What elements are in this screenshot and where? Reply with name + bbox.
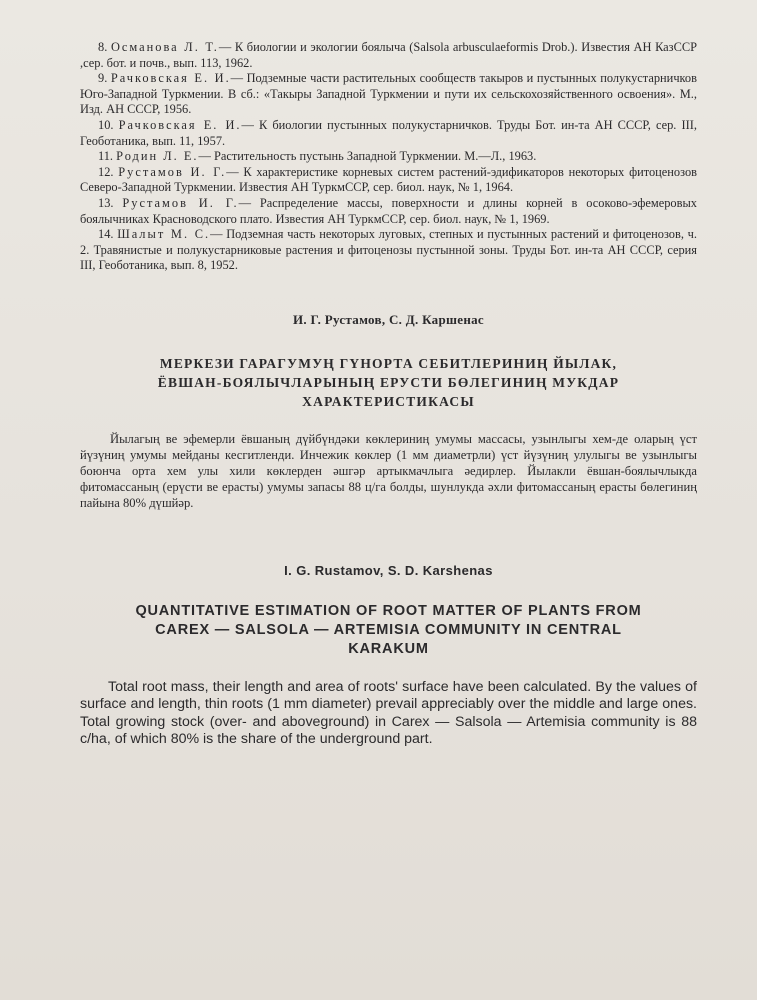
reference-author: Родин Л. Е. xyxy=(116,149,199,164)
reference-text: — К характеристике корневых систем растений-эдификаторов некоторых фитоценозов Северо-Западной Туркмении. Известия АН ТуркмССР, сер. биол. наук, № 1, 1964. xyxy=(80,164,697,195)
reference-text: — Распределение массы, поверхности и длины корней в осоково-эфемеровых боялычниках Красноводского плато. Известия АН ТуркмССР, сер. биол. наук, № 1, 1969. xyxy=(80,195,697,226)
turkmen-title-line: ХАРАКТЕРИСТИКАСЫ xyxy=(302,393,475,409)
english-abstract: Total root mass, their length and area of roots' surface have been calculated. By the values of surface and length, thin roots (1 mm diameter) prevail appreciably over the middle and large ones. Total growing stock (over- and aboveground) in Carex — Salsola — Artemisia community is 88 c/ha, of which 80% is the share of the underground part. xyxy=(80,678,697,748)
reference-number: 13. xyxy=(98,195,114,210)
reference-item xyxy=(80,196,697,227)
reference-number: 8. xyxy=(98,40,108,54)
reference-item xyxy=(80,118,697,149)
reference-text: — К биологии пустынных полукустарничков. Труды Бот. ин-та АН СССР, сер. III, Геоботаника, вып. 11, 1957. xyxy=(80,117,697,148)
reference-number: 11. xyxy=(98,149,114,164)
reference-item xyxy=(80,227,697,274)
reference-number: 9. xyxy=(98,71,108,86)
reference-item xyxy=(80,40,697,71)
reference-number: 14. xyxy=(98,227,114,242)
english-title-line: CAREX — SALSOLA — ARTEMISIA COMMUNITY IN CENTRAL xyxy=(155,621,622,638)
turkmen-title-line: ЁВШАН-БОЯЛЫЧЛАРЫНЫҢ ЕРУСТИ БӨЛЕГИНИҢ МУКДАР xyxy=(157,374,620,390)
turkmen-title-line: МЕРКЕЗИ ГАРАГУМУҢ ГҮНОРТА СЕБИТЛЕРИНИҢ ЙЫЛАК, xyxy=(159,355,618,371)
reference-number: 12. xyxy=(98,164,114,179)
reference-text: — Подземная часть некоторых луговых, степных и пустынных растений и фитоценозов, ч. 2. Травянистые и полукустарниковые растения и фитоценозы пустынной зоны. Труды Бот. ин-та АН СССР, серия III, Геоботаника, вып. 8, 1952. xyxy=(80,227,697,273)
turkmen-title xyxy=(80,354,697,411)
reference-list xyxy=(80,40,697,274)
reference-author: Рустамов И. Г. xyxy=(118,164,227,179)
reference-text: — Растительность пустынь Западной Туркмении. М.—Л., 1963. xyxy=(198,149,537,164)
english-title xyxy=(80,602,697,659)
reference-item xyxy=(80,71,697,118)
turkmen-authors: И. Г. Рустамов, С. Д. Каршенас xyxy=(293,311,484,327)
reference-author: Османова Л. Т. xyxy=(110,40,219,54)
reference-text: — Подземные части растительных сообществ такыров и пустынных полукустарничков Юго-Западной Туркмении. В сб.: «Такыры Западной Туркмении и пути их сельскохозяйственного освоения». М., Изд. АН СССР, 1956. xyxy=(80,71,697,117)
reference-author: Рачковская Е. И. xyxy=(118,117,242,132)
english-authors: I. G. Rustamov, S. D. Karshenas xyxy=(284,562,493,578)
turkmen-abstract: Йылагың ве эфемерли ёвшаның дүйбүндәки көклериниң умумы массасы, узынлыгы хем-де оларың үст йүзүниң умумы мейданы кесгитленди. Инчежик көклер (1 мм диаметрли) үст йүзүниң улулыгы ве узынлыгы боюнча орта хем улы хили көклерден әшгәр артыкмачлыга әедирлер. Йылакли ёвшан-боялычлыкда фитомассаның (ерүсти ве ерасты) умумы запасы 88 ц/га болды, шунлукда әхли фитомассаның ерасты бөлегиниң пайына 80% дүшйәр. xyxy=(80,431,697,510)
reference-number: 10. xyxy=(98,117,114,132)
reference-author: Рустамов И. Г. xyxy=(122,195,239,210)
reference-item xyxy=(80,149,697,165)
english-title-line: KARAKUM xyxy=(348,640,429,657)
reference-text: — К биологии и экологии боялыча (Salsola arbusculaeformis Drob.). Известия АН КазССР ,сер. бот. и почв., вып. 113, 1962. xyxy=(80,40,697,70)
reference-author: Шалыт М. С. xyxy=(117,227,211,242)
english-title-line: QUANTITATIVE ESTIMATION OF ROOT MATTER OF PLANTS FROM xyxy=(135,602,642,619)
reference-author: Рачковская Е. И. xyxy=(110,71,231,86)
reference-item xyxy=(80,165,697,196)
